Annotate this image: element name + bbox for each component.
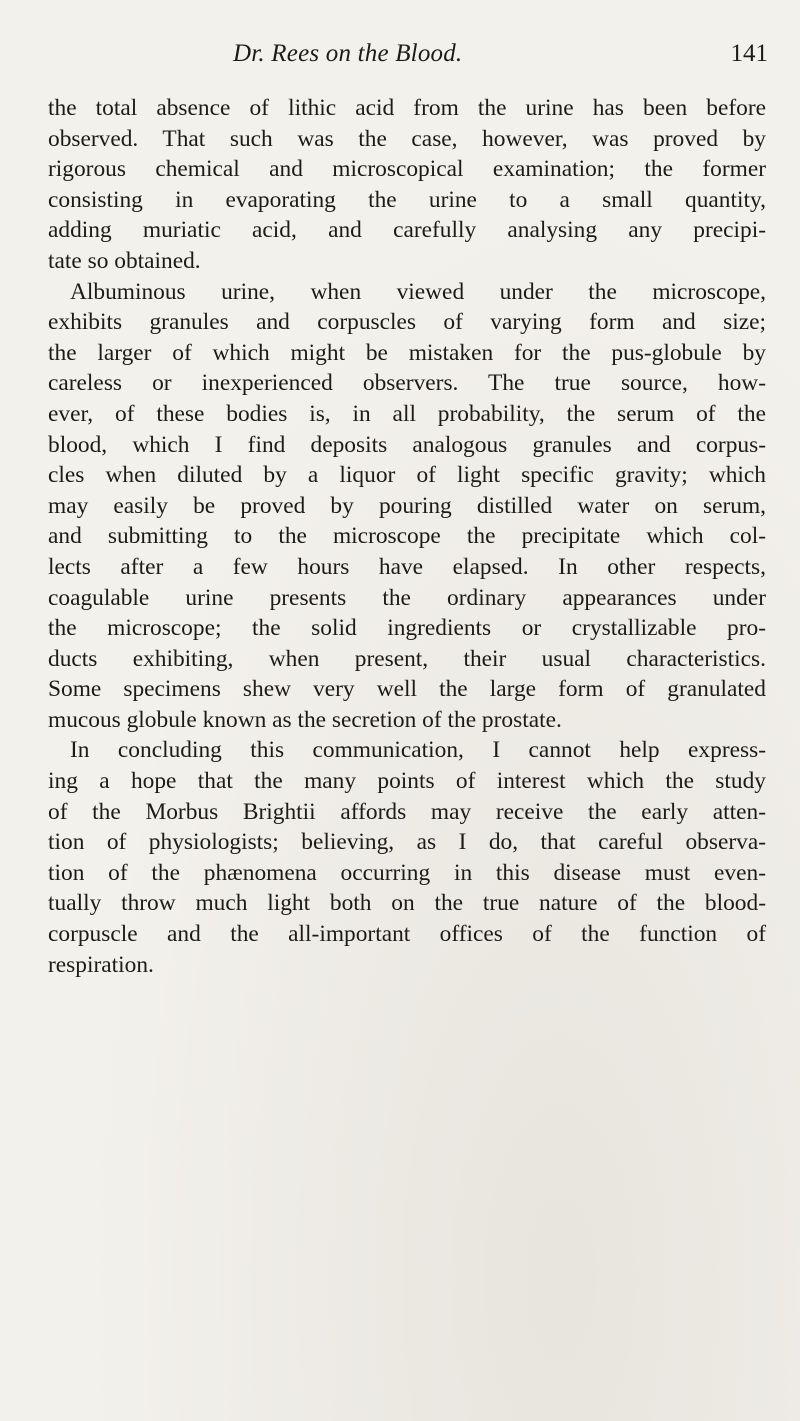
text-line: ever, of these bodies is, in all probability, the serum of the [48,400,766,427]
text-line: may easily be proved by pouring distilled water on serum, [48,492,766,519]
text-line: lects after a few hours have elapsed. In other respects, [48,553,766,580]
page-number: 141 [730,40,768,67]
text-line: Albuminous urine, when viewed under the microscope, [70,278,766,305]
running-title: Dr. Rees on the Blood. [233,40,463,67]
text-line: the larger of which might be mistaken for the pus-globule by [48,339,766,366]
body-text [48,93,766,980]
text-line: ducts exhibiting, when present, their usual characteristics. [48,645,766,672]
text-line: blood, which I find deposits analogous granules and corpus- [48,431,766,458]
text-line: adding muriatic acid, and carefully analysing any precipi- [48,217,766,244]
text-line: tate so obtained. [48,247,201,274]
text-line: exhibits granules and corpuscles of varying form and size; [48,309,766,336]
text-line: the microscope; the solid ingredients or crystallizable pro- [48,615,766,642]
text-line: cles when diluted by a liquor of light specific gravity; which [48,462,766,489]
text-line: observed. That such was the case, however, was proved by [48,125,766,152]
text-line: corpuscle and the all-important offices of the function of [48,921,766,948]
text-line: careless or inexperienced observers. The true source, how- [48,370,766,397]
text-line: In concluding this communication, I cannot help express- [70,737,766,764]
text-line: and submitting to the microscope the precipitate which col- [48,523,766,550]
text-line: respiration. [48,951,154,978]
text-line: tually throw much light both on the true nature of the blood- [48,890,766,917]
paragraph-conclusion [48,735,766,980]
text-line: of the Morbus Brightii affords may receive the early atten- [48,798,766,825]
paragraph-continued [48,93,766,277]
text-line: mucous globule known as the secretion of the prostate. [48,706,562,733]
paragraph-albuminous-urine [48,277,766,736]
text-line: ing a hope that the many points of interest which the study [48,768,766,795]
text-line: coagulable urine presents the ordinary appearances under [48,584,766,611]
text-line: rigorous chemical and microscopical examination; the former [48,156,766,183]
text-line: the total absence of lithic acid from the urine has been before [48,95,766,121]
text-line: tion of physiologists; believing, as I do, that careful observa- [48,829,766,856]
text-line: consisting in evaporating the urine to a small quantity, [48,186,766,213]
text-line: Some specimens shew very well the large form of granulated [48,676,766,703]
running-header [48,40,768,80]
text-line: tion of the phænomena occurring in this disease must even- [48,859,766,886]
